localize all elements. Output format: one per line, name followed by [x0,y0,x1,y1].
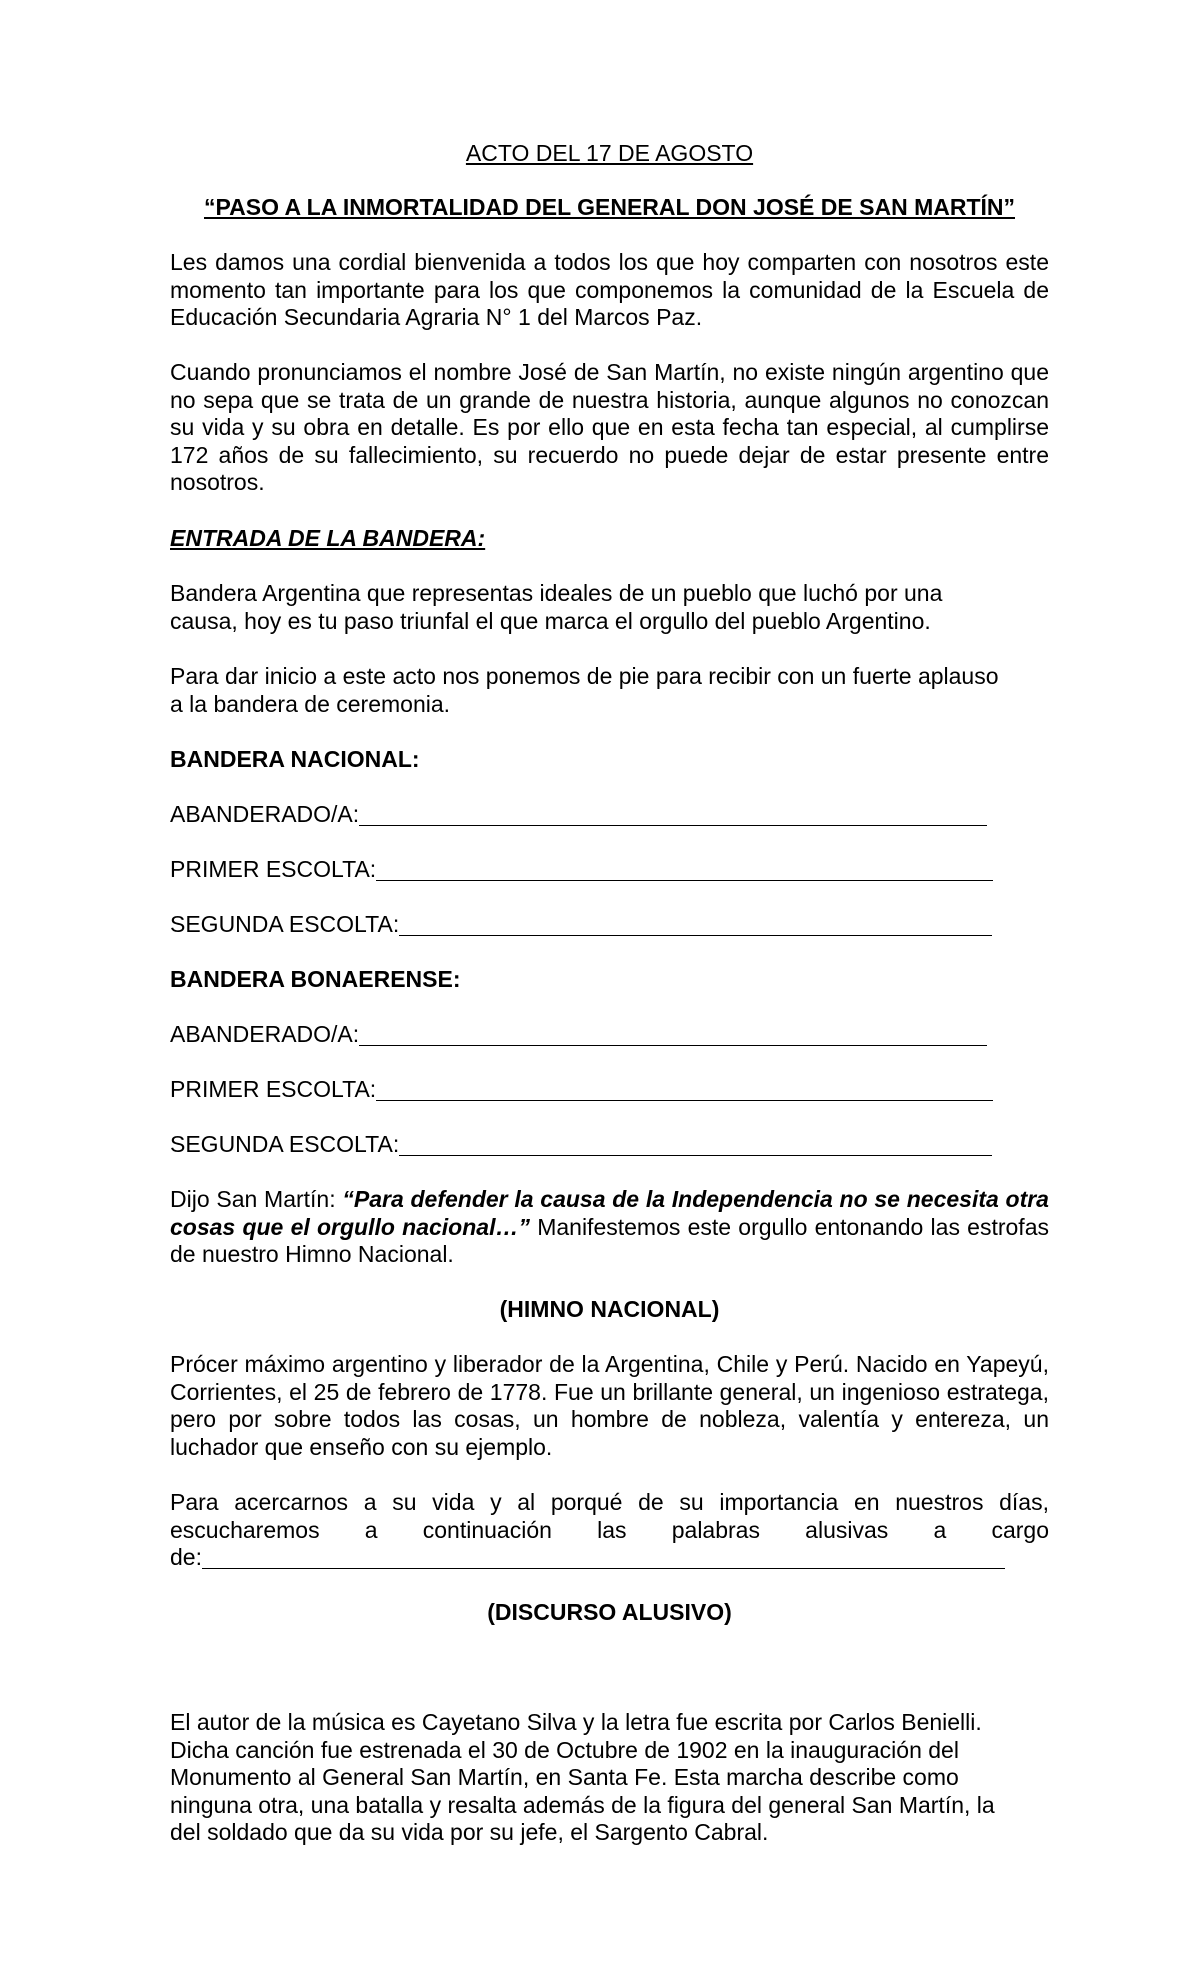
march-paragraph [170,1709,1049,1847]
provincial-second-escort-line [170,1131,992,1159]
flag-paragraph [170,580,1049,635]
flag-paragraph-line: causa, hoy es tu paso triunfal el que marca el orgullo del pueblo Argentino. [170,607,931,634]
speech-speaker-line [170,1544,1005,1572]
national-second-escort-line [170,911,992,939]
speech-speaker-blank[interactable] [202,1546,1005,1569]
march-line: Dicha canción fue estrenada el 30 de Octubre de 1902 en la inauguración del [170,1736,959,1763]
quote-intro: Dijo San Martín: [170,1186,343,1212]
national-bearer-label: ABANDERADO/A: [170,801,360,827]
provincial-second-escort-blank[interactable] [399,1133,992,1156]
document-subtitle: “PASO A LA INMORTALIDAD DEL GENERAL DON JOSÉ DE SAN MARTÍN” [204,194,1015,220]
flag-entry-heading: ENTRADA DE LA BANDERA: [170,525,486,551]
biography-paragraph: Prócer máximo argentino y liberador de la Argentina, Chile y Perú. Nacido en Yapeyú, Corrientes, el 25 de febrero de 1778. Fue un brillante general, un ingenioso estratega, pero por sobre todos las cosas, un hombre de nobleza, valentía y entereza, un luchador que enseño con su ejemplo. [170,1351,1049,1460]
standing-paragraph-line: Para dar inicio a este acto nos ponemos de pie para recibir con un fuerte aplauso [170,663,999,689]
quote-outro: Manifestemos este orgullo entonando las estrofas de nuestro Himno Nacional. [170,1213,1049,1267]
speech-intro-paragraph: Para acercarnos a su vida y al porqué de su importancia en nuestros días, escucharemos a continuación las palabras alusivas a cargo [170,1489,1049,1543]
anthem-label: (HIMNO NACIONAL) [499,1296,720,1322]
national-second-escort-blank[interactable] [399,913,992,936]
standing-paragraph-line: a la bandera de ceremonia. [170,690,451,717]
provincial-first-escort-label: PRIMER ESCOLTA: [170,1076,377,1102]
march-line: El autor de la música es Cayetano Silva y la letra fue escrita por Carlos Benielli. [170,1709,982,1735]
speech-speaker-label: de: [170,1544,202,1570]
provincial-first-escort-blank[interactable] [376,1078,993,1101]
flag-paragraph-line: Bandera Argentina que representas ideales de un pueblo que luchó por una [170,580,943,606]
welcome-paragraph: Les damos una cordial bienvenida a todos los que hoy comparten con nosotros este momento tan importante para los que componemos la comunidad de la Escuela de Educación Secundaria Agraria N° 1 del Marcos Paz. [170,249,1049,330]
national-first-escort-blank[interactable] [376,858,993,881]
march-line: Monumento al General San Martín, en Santa Fe. Esta marcha describe como [170,1764,959,1790]
march-line: del soldado que da su vida por su jefe, el Sargento Cabral. [170,1819,769,1845]
provincial-second-escort-label: SEGUNDA ESCOLTA: [170,1131,400,1157]
national-second-escort-label: SEGUNDA ESCOLTA: [170,911,400,937]
speech-heading: (DISCURSO ALUSIVO) [487,1599,732,1625]
document-title: ACTO DEL 17 DE AGOSTO [465,140,754,166]
march-line: ninguna otra, una batalla y resalta además de la figura del general San Martín, la [170,1791,995,1818]
national-bearer-line [170,801,987,829]
quote-paragraph [170,1186,1049,1269]
national-first-escort-label: PRIMER ESCOLTA: [170,856,377,882]
provincial-bearer-blank[interactable] [359,1023,987,1046]
provincial-bearer-line [170,1021,987,1049]
standing-paragraph [170,663,1049,718]
provincial-flag-heading: BANDERA BONAERENSE: [170,966,461,992]
national-flag-heading: BANDERA NACIONAL: [170,746,420,772]
provincial-first-escort-line [170,1076,993,1104]
national-first-escort-line [170,856,993,884]
san-martin-quote: “Para defender la causa de la Independencia no se necesita otra cosas que el orgullo nacional…” [170,1186,1049,1240]
provincial-bearer-label: ABANDERADO/A: [170,1021,360,1047]
national-bearer-blank[interactable] [359,803,987,826]
name-paragraph: Cuando pronunciamos el nombre José de San Martín, no existe ningún argentino que no sepa que se trata de un grande de nuestra historia, aunque algunos no conozcan su vida y su obra en detalle. Es por ello que en esta fecha tan especial, al cumplirse 172 años de su fallecimiento, su recuerdo no puede dejar de estar presente entre nosotros. [170,359,1049,495]
